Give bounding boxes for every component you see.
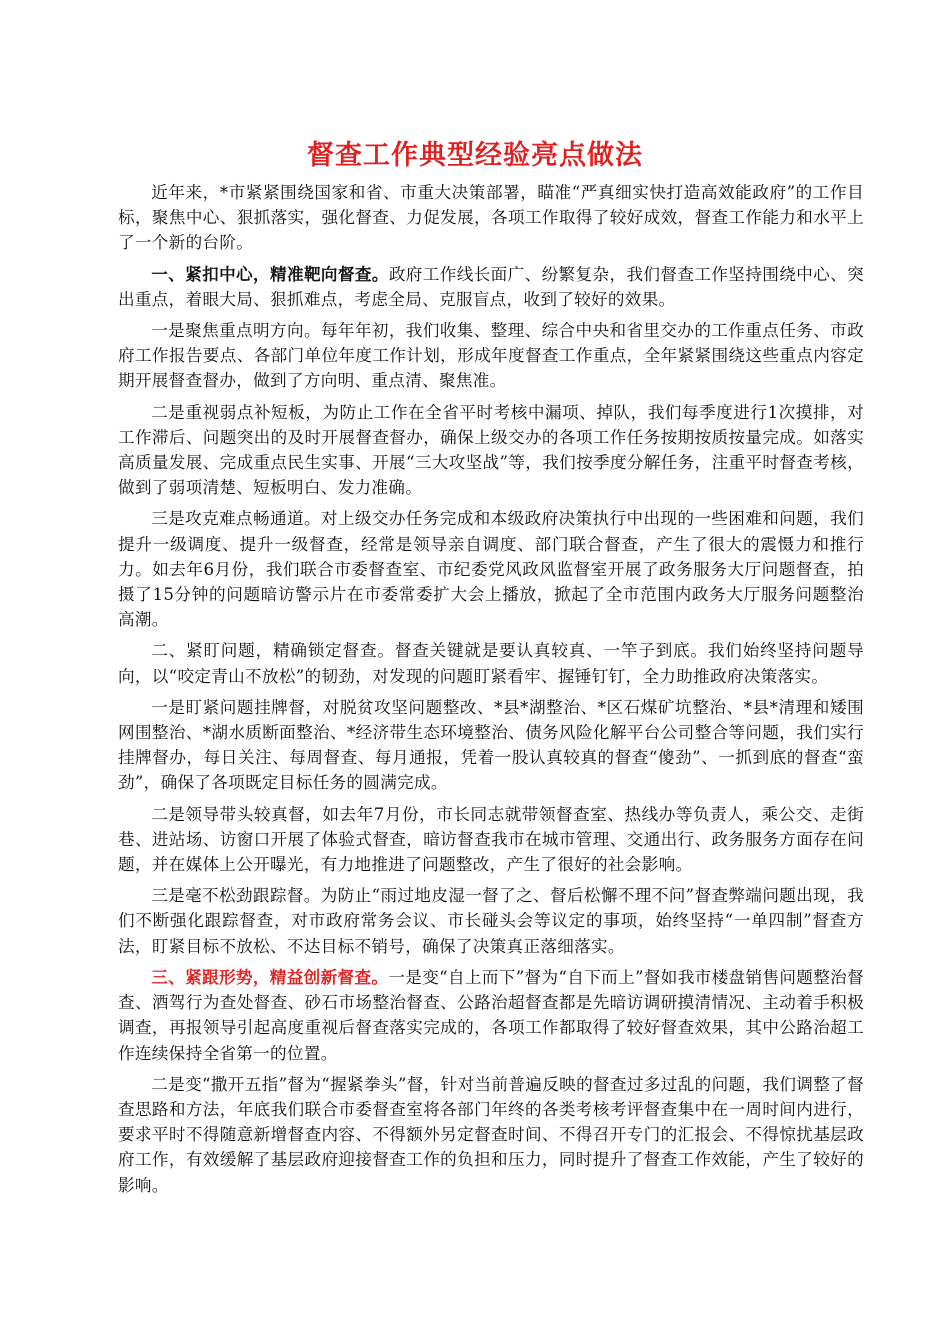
paragraph-text: 二是变“撒开五指”督为“握紧拳头”督，针对当前普遍反映的督查过多过乱的问题，我们调整了督查思路和方法，年底我们联合市委督查室将各部门年终的各类考核考评督查集中在一周时间内进行，要求平时不得随意新增督查内容、不得额外另定督查时间、不得召开专门的汇报会、不得惊扰基层政府工作，有效缓解了基层政府迎接督查工作的负担和压力，同时提升了督查工作效能，产生了较好的影响。 (118, 1074, 864, 1195)
document-title: 督查工作典型经验亮点做法 (307, 140, 643, 171)
paragraph-item (118, 695, 864, 796)
paragraph-text: 三是攻克难点畅通道。对上级交办任务完成和本级政府决策执行中出现的一些困难和问题，我们提升一级调度、提升一级督查，经常是领导亲自调度、部门联合督查，产生了很大的震慑力和推行力。如去年6月份，我们联合市委督查室、市纪委党风政风监督室开展了政务服务大厅问题督查，拍摄了15分钟的问题暗访警示片在市委常委扩大会上播放，掀起了全市范围内政务大厅服务问题整治高潮。 (118, 509, 864, 630)
paragraph-text: 一是变“自上而下”督为“自下而上”督如我市楼盘销售问题整治督查、酒驾行为查处督查、砂石市场整治督查、公路治超督查都是先暗访调研摸清情况、主动着手积极调查，再报领导引起高度重视后督查落实完成的，各项工作都取得了较好督查效果，其中公路治超工作连续保持全省第一的位置。 (118, 967, 864, 1063)
paragraph-text: 二、紧盯问题，精确锁定督查。督查关键就是要认真较真、一竿子到底。我们始终坚持问题导向，以“咬定青山不放松”的韧劲，对发现的问题盯紧看牢、握锤钉钉，全力助推政府决策落实。 (118, 641, 864, 686)
section-heading: 三、紧跟形势，精益创新督查。 (151, 966, 389, 987)
paragraph-text: 一是聚焦重点明方向。每年年初，我们收集、整理、综合中央和省里交办的工作重点任务、市政府工作报告要点、各部门单位年度工作计划，形成年度督查工作重点，全年紧紧围绕这些重点内容定期开展督查督办，做到了方向明、重点清、聚焦准。 (118, 321, 864, 391)
paragraph-section-1 (118, 262, 864, 312)
paragraph-text: 三是毫不松劲跟踪督。为防止“雨过地皮湿一督了之、督后松懈不理不问”督查弊端问题出现，我们不断强化跟踪督查，对市政府常务会议、市长碰头会等议定的事项，始终坚持“一单四制”督查方法，盯紧目标不放松、不达目标不销号，确保了决策真正落细落实。 (118, 886, 864, 956)
paragraph-text: 二是领导带头较真督，如去年7月份，市长同志就带领督查室、热线办等负责人，乘公交、走街巷、进站场、访窗口开展了体验式督查，暗访督查我市在城市管理、交通出行、政务服务方面存在问题，并在媒体上公开曝光，有力地推进了问题整改，产生了很好的社会影响。 (118, 804, 864, 875)
paragraph-section-2 (118, 638, 864, 688)
paragraph-item (118, 802, 864, 878)
section-heading: 一、紧扣中心，精准靶向督查。 (151, 263, 389, 284)
paragraph-item (118, 400, 864, 501)
paragraph-item (118, 318, 864, 394)
paragraph-section-3 (118, 965, 864, 1066)
paragraph-item (118, 506, 864, 632)
document-body (118, 180, 864, 1204)
paragraph-intro (118, 180, 864, 256)
paragraph-text: 二是重视弱点补短板，为防止工作在全省平时考核中漏项、掉队，我们每季度进行1次摸排，对工作滞后、问题突出的及时开展督查督办，确保上级交办的各项工作任务按期按质按量完成。如落实高质量发展、完成重点民生实事、开展“三大攻坚战”等，我们按季度分解任务，注重平时督查考核，做到了弱项清楚、短板明白、发力准确。 (118, 402, 864, 498)
paragraph-text: 一是盯紧问题挂牌督，对脱贫攻坚问题整改、*县*湖整治、*区石煤矿坑整治、*县*清理和矮围网围整治、*湖水质断面整治、*经济带生态环境整治、债务风险化解平台公司整合等问题，我们实行挂牌督办，每日关注、每周督查、每月通报，凭着一股认真较真的督查“傻劲”、一抓到底的督查“蛮劲”，确保了各项既定目标任务的圆满完成。 (118, 697, 864, 793)
paragraph-text: 政府工作线长面广、纷繁复杂，我们督查工作坚持围绕中心、突出重点，着眼大局、狠抓难点，考虑全局、克服盲点，收到了较好的效果。 (118, 264, 865, 309)
paragraph-text: 近年来，*市紧紧围绕国家和省、市重大决策部署，瞄准“严真细实快打造高效能政府”的工作目标，聚焦中心、狠抓落实，强化督查、力促发展，各项工作取得了较好成效，督查工作能力和水平上了一个新的台阶。 (118, 183, 864, 253)
paragraph-item (118, 1072, 864, 1198)
paragraph-item (118, 883, 864, 959)
